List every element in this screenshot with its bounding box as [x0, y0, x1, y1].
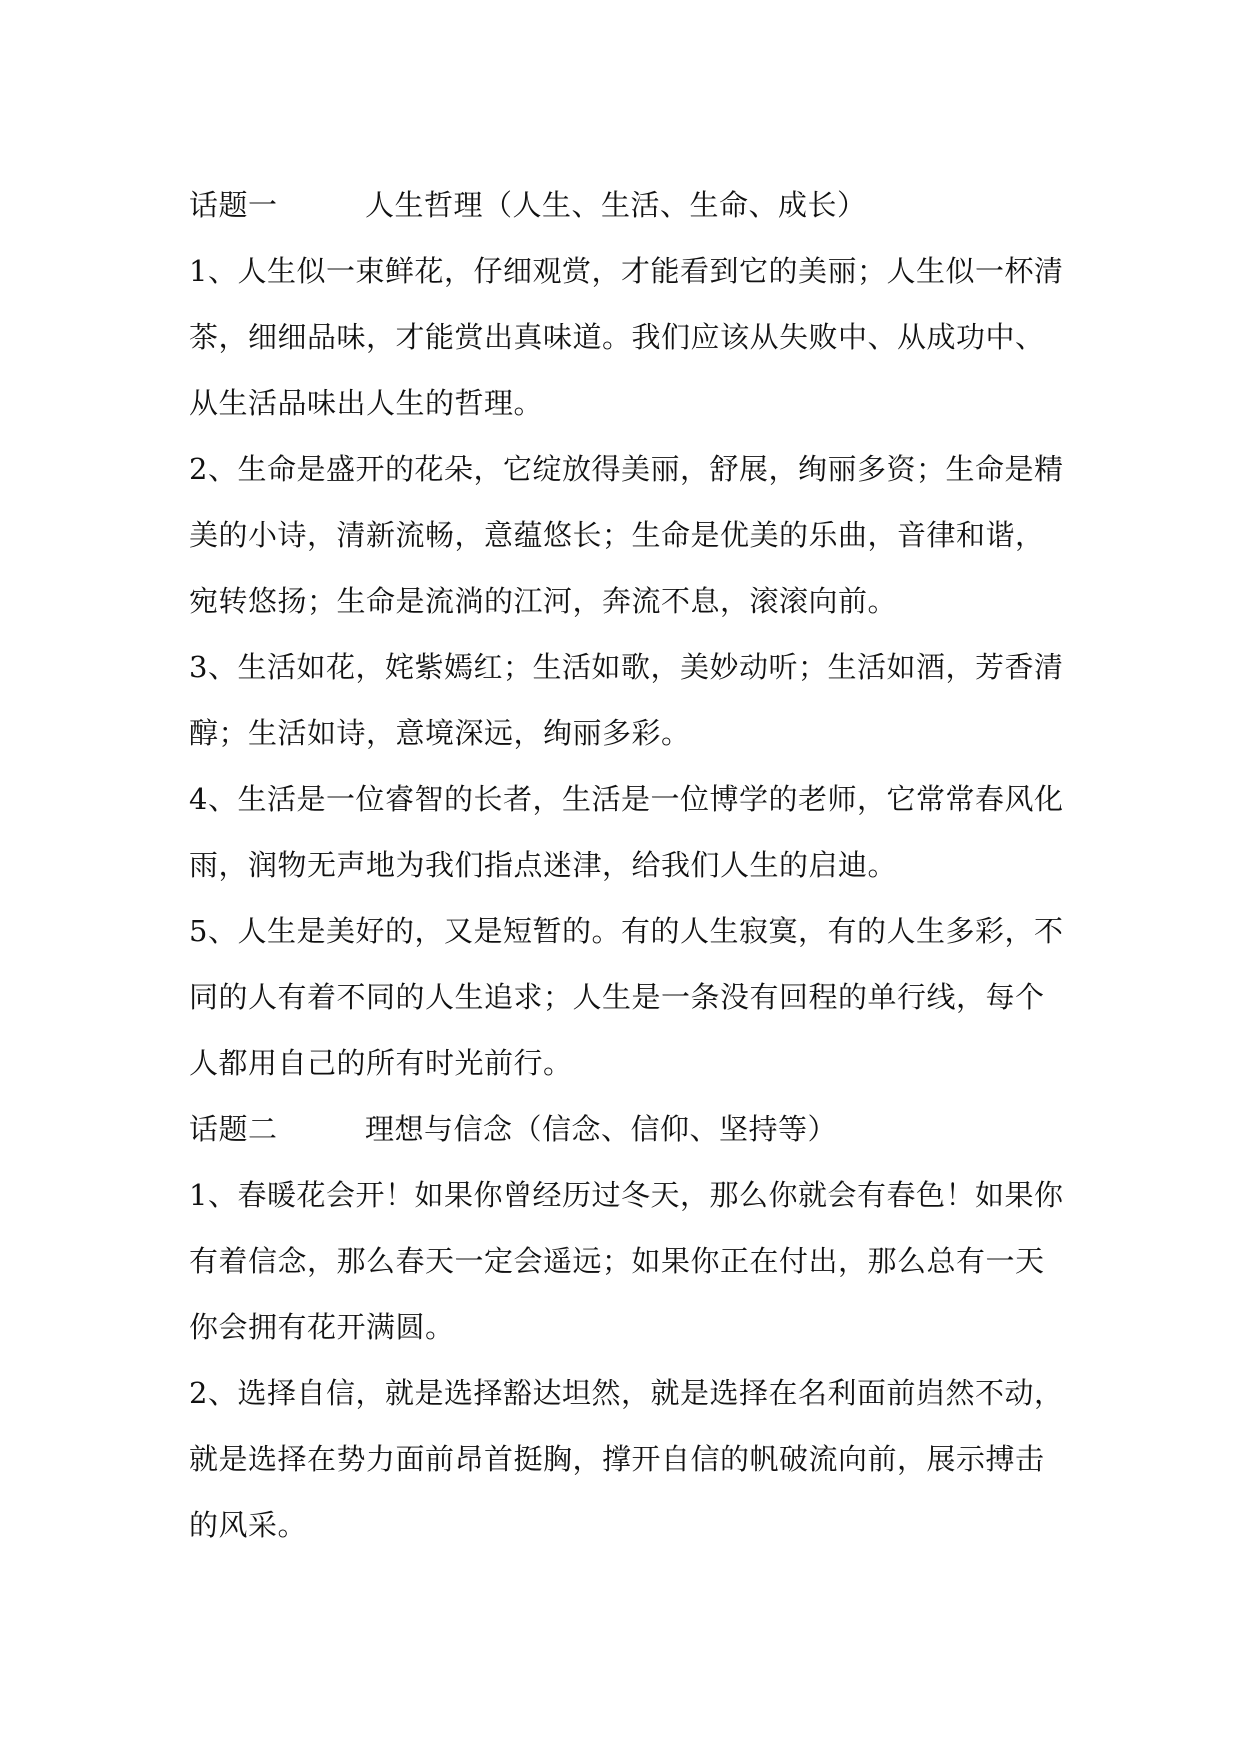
paragraph-line: 醇；生活如诗，意境深远，绚丽多彩。 [189, 716, 691, 750]
paragraph-line: 茶，细细品味，才能赏出真味道。我们应该从失败中、从成功中、 [189, 320, 1045, 354]
topic-heading [189, 1096, 1059, 1162]
paragraph-line: 5、人生是美好的，又是短暂的。有的人生寂寞，有的人生多彩，不 [189, 914, 1064, 948]
paragraph-line: 有着信念，那么春天一定会遥远；如果你正在付出，那么总有一天 [189, 1244, 1045, 1278]
paragraph-line: 雨，润物无声地为我们指点迷津，给我们人生的启迪。 [189, 848, 898, 882]
paragraph [189, 436, 1064, 634]
paragraph [189, 1360, 1064, 1558]
paragraph-line: 4、生活是一位睿智的长者，生活是一位博学的老师，它常常春风化 [189, 782, 1064, 816]
paragraph-line: 1、春暖花会开！如果你曾经历过冬天，那么你就会有春色！如果你 [189, 1178, 1064, 1212]
paragraph-line: 宛转悠扬；生命是流淌的江河，奔流不息，滚滚向前。 [189, 584, 898, 618]
paragraph-line: 人都用自己的所有时光前行。 [189, 1046, 573, 1080]
paragraph-line: 美的小诗，清新流畅，意蕴悠长；生命是优美的乐曲，音律和谐， [189, 518, 1045, 552]
paragraph-line: 2、生命是盛开的花朵，它绽放得美丽，舒展，绚丽多资；生命是精 [189, 452, 1064, 486]
topic-title: 理想与信念（信念、信仰、坚持等） [365, 1112, 838, 1146]
paragraph [189, 766, 1064, 898]
topic-label: 话题二 [189, 1112, 278, 1146]
paragraph-line: 同的人有着不同的人生追求；人生是一条没有回程的单行线，每个 [189, 980, 1045, 1014]
paragraph [189, 238, 1064, 436]
topic-label: 话题一 [189, 188, 278, 222]
paragraph-line: 从生活品味出人生的哲理。 [189, 386, 544, 420]
paragraph-line: 3、生活如花，姹紫嫣红；生活如歌，美妙动听；生活如酒，芳香清 [189, 650, 1064, 684]
paragraph [189, 634, 1064, 766]
topic-heading [189, 172, 1059, 238]
document-body [189, 172, 1064, 1558]
paragraph-line: 你会拥有花开满圆。 [189, 1310, 455, 1344]
paragraph [189, 1162, 1064, 1360]
topic-title: 人生哲理（人生、生活、生命、成长） [365, 188, 867, 222]
paragraph-line: 就是选择在势力面前昂首挺胸，撑开自信的帆破流向前，展示搏击 [189, 1442, 1045, 1476]
paragraph [189, 898, 1064, 1096]
paragraph-line: 1、人生似一束鲜花，仔细观赏，才能看到它的美丽；人生似一杯清 [189, 254, 1064, 288]
paragraph-line: 2、选择自信，就是选择豁达坦然，就是选择在名利面前岿然不动， [189, 1376, 1064, 1410]
paragraph-line: 的风采。 [189, 1508, 308, 1542]
